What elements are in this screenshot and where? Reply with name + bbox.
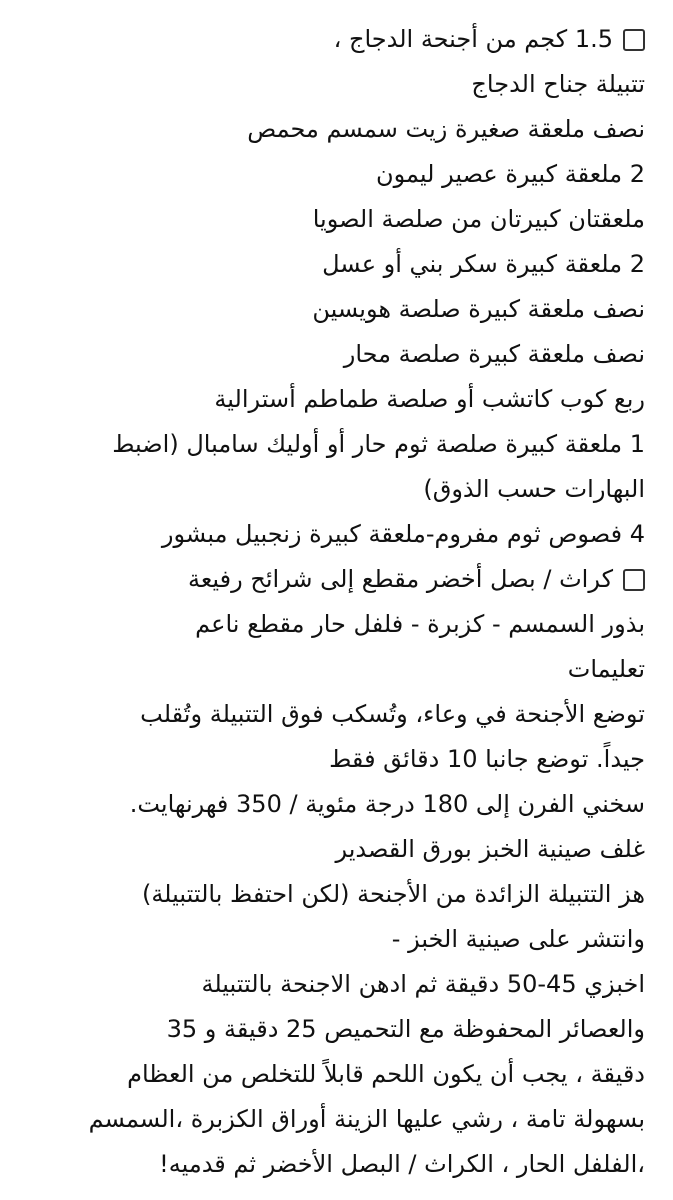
text-line: 4 فصوص ثوم مفروم-ملعقة كبيرة زنجبيل مبشور xyxy=(161,520,645,548)
text-line: توضع الأجنحة في وعاء، وتُسكب فوق التتبيلة وتُقلب xyxy=(140,700,645,728)
text-line: ،الفلفل الحار ، الكراث / البصل الأخضر ثم قدميه! xyxy=(159,1150,645,1178)
text-line: نصف ملعقة صغيرة زيت سمسم محمص xyxy=(247,115,645,143)
text-line: نصف ملعقة كبيرة صلصة محار xyxy=(343,340,645,368)
line-text: 1.5 كجم من أجنحة الدجاج ، xyxy=(333,25,613,53)
text-line: 2 ملعقة كبيرة سكر بني أو عسل xyxy=(322,250,645,278)
text-line xyxy=(24,557,645,601)
text-line: بذور السمسم - كزبرة - فلفل حار مقطع ناعم xyxy=(195,610,645,638)
checkbox-icon[interactable] xyxy=(623,569,645,591)
text-line: والعصائر المحفوظة مع التحميص 25 دقيقة و 35 xyxy=(166,1015,645,1043)
text-line: وانتشر على صينية الخبز - xyxy=(391,925,645,953)
text-line: 2 ملعقة كبيرة عصير ليمون xyxy=(376,160,645,188)
text-line: 1 ملعقة كبيرة صلصة ثوم حار أو أوليك سامبال (اضبط xyxy=(112,430,645,458)
text-line: بسهولة تامة ، رشي عليها الزينة أوراق الكزبرة ،السمسم xyxy=(88,1105,645,1133)
text-line: اخبزي 45-50 دقيقة ثم ادهن الاجنحة بالتتبيلة xyxy=(201,970,645,998)
text-line: البهارات حسب الذوق) xyxy=(423,475,645,503)
text-line: ملعقتان كبيرتان من صلصة الصويا xyxy=(312,205,645,233)
text-line: نصف ملعقة كبيرة صلصة هويسين xyxy=(312,295,645,323)
text-line: تتبيلة جناح الدجاج xyxy=(471,70,645,98)
checkbox-icon[interactable] xyxy=(623,29,645,51)
line-text: كراث / بصل أخضر مقطع إلى شرائح رفيعة xyxy=(187,565,613,593)
text-line: دقيقة ، يجب أن يكون اللحم قابلاً للتخلص من العظام xyxy=(127,1060,645,1088)
text-line: سخني الفرن إلى 180 درجة مئوية / 350 فهرنهايت. xyxy=(129,790,645,818)
text-line: هز التتبيلة الزائدة من الأجنحة (لكن احتفظ بالتتبيلة) xyxy=(141,880,645,908)
text-line: ربع كوب كاتشب أو صلصة طماطم أسترالية xyxy=(214,385,645,413)
instructions-heading: تعليمات xyxy=(567,655,645,683)
text-line xyxy=(24,17,645,61)
text-line: غلف صينية الخبز بورق القصدير xyxy=(335,835,645,863)
text-line: جيداً. توضع جانبا 10 دقائق فقط xyxy=(329,745,645,773)
